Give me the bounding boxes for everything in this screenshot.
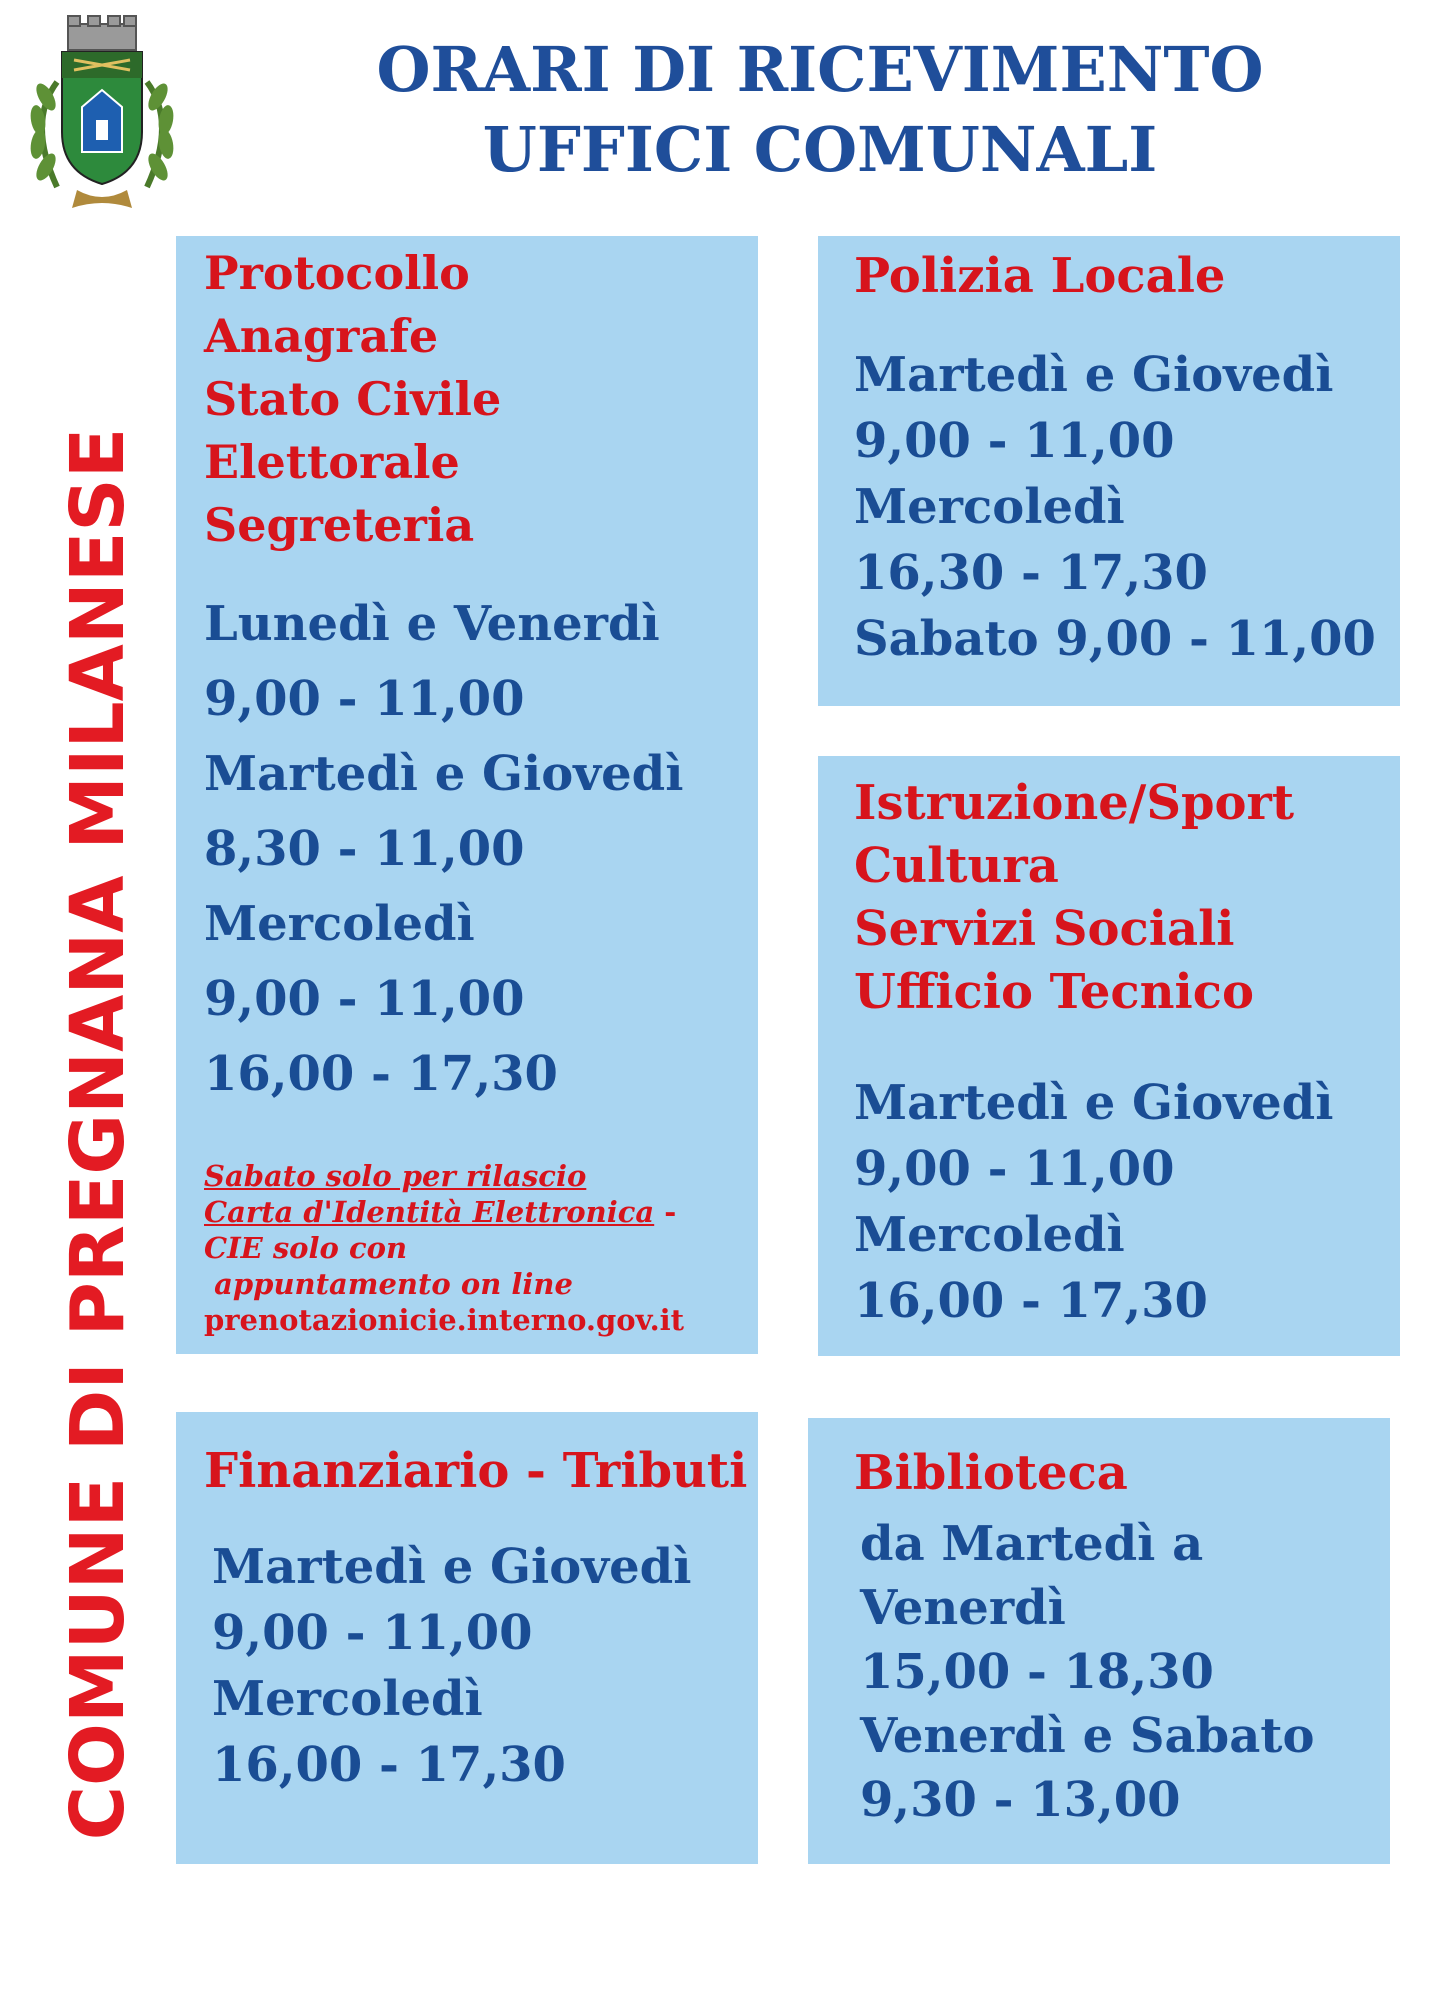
office-name: Stato Civile xyxy=(204,372,502,426)
office-names xyxy=(204,242,758,557)
schedule-line: 8,30 - 11,00 xyxy=(204,821,525,877)
office-name: Servizi Sociali xyxy=(854,901,1235,957)
schedule-line: 16,00 - 17,30 xyxy=(204,1046,558,1102)
note-line: appuntamento on line xyxy=(204,1267,573,1301)
schedule-line: Martedì e Giovedì xyxy=(854,1075,1334,1131)
office-card-finanziario xyxy=(176,1412,758,1864)
title-line-1: ORARI DI RICEVIMENTO xyxy=(376,33,1264,106)
schedule-line: 16,30 - 17,30 xyxy=(854,545,1208,601)
schedule-line: Mercoledì xyxy=(854,1207,1125,1263)
schedule-line: Sabato 9,00 - 11,00 xyxy=(854,611,1376,667)
municipal-coat-of-arms-icon xyxy=(22,12,182,212)
office-card-biblioteca xyxy=(808,1418,1390,1864)
office-card-polizia-locale xyxy=(818,236,1400,706)
schedule-line: 9,00 - 11,00 xyxy=(854,1141,1175,1197)
municipality-name-vertical: COMUNE DI PREGNANA MILANESE xyxy=(55,427,141,1841)
schedule-line: 9,00 - 11,00 xyxy=(204,971,525,1027)
booking-url[interactable]: prenotazionicie.interno.gov.it xyxy=(204,1303,685,1337)
schedule-line: Venerdì e Sabato xyxy=(860,1708,1315,1764)
schedule-line: 9,00 - 11,00 xyxy=(212,1605,533,1661)
schedule-line: Martedì e Giovedì xyxy=(212,1539,692,1595)
office-name: Istruzione/Sport xyxy=(854,775,1295,831)
note-line: - xyxy=(654,1195,677,1229)
schedule-line: 16,00 - 17,30 xyxy=(854,1273,1208,1329)
schedule-line: Mercoledì xyxy=(854,479,1125,535)
schedule-line: Mercoledì xyxy=(212,1671,483,1727)
office-schedule xyxy=(204,1534,758,1798)
office-schedule xyxy=(854,342,1400,672)
office-names xyxy=(854,1442,1390,1504)
office-name: Anagrafe xyxy=(204,309,439,363)
schedule-line: Martedì e Giovedì xyxy=(204,746,684,802)
office-name: Ufficio Tecnico xyxy=(854,964,1255,1020)
schedule-line: Mercoledì xyxy=(204,896,475,952)
page-title xyxy=(330,30,1310,190)
office-name: Finanziario - Tributi xyxy=(204,1443,748,1499)
schedule-line: 15,00 - 18,30 xyxy=(860,1644,1214,1700)
office-name: Cultura xyxy=(854,838,1059,894)
office-name: Polizia Locale xyxy=(854,248,1226,304)
note-line: Sabato solo per rilascio xyxy=(204,1159,587,1193)
title-line-2: UFFICI COMUNALI xyxy=(482,113,1158,186)
schedule-line: Venerdì xyxy=(860,1580,1066,1636)
office-schedule xyxy=(204,587,758,1112)
note-cie-link[interactable]: Carta d'Identità Elettronica xyxy=(204,1195,655,1229)
note-line: CIE solo con xyxy=(204,1231,408,1265)
office-card-istruzione xyxy=(818,756,1400,1356)
schedule-line: 9,00 - 11,00 xyxy=(854,413,1175,469)
office-name: Protocollo xyxy=(204,246,470,300)
schedule-line: 9,30 - 13,00 xyxy=(860,1772,1181,1828)
schedule-line: 16,00 - 17,30 xyxy=(212,1737,566,1793)
office-name: Elettorale xyxy=(204,435,460,489)
schedule-line: da Martedì a xyxy=(860,1516,1204,1572)
office-schedule xyxy=(854,1070,1400,1334)
schedule-line: 9,00 - 11,00 xyxy=(204,671,525,727)
office-name: Biblioteca xyxy=(854,1445,1128,1501)
office-names xyxy=(204,1438,758,1504)
schedule-line: Martedì e Giovedì xyxy=(854,347,1334,403)
schedule-line: Lunedì e Venerdì xyxy=(204,596,660,652)
office-card-protocollo xyxy=(176,236,758,1354)
office-schedule xyxy=(854,1512,1390,1832)
office-names xyxy=(854,772,1400,1024)
cie-note xyxy=(204,1158,758,1338)
office-name: Segreteria xyxy=(204,498,475,552)
office-names xyxy=(854,246,1400,306)
